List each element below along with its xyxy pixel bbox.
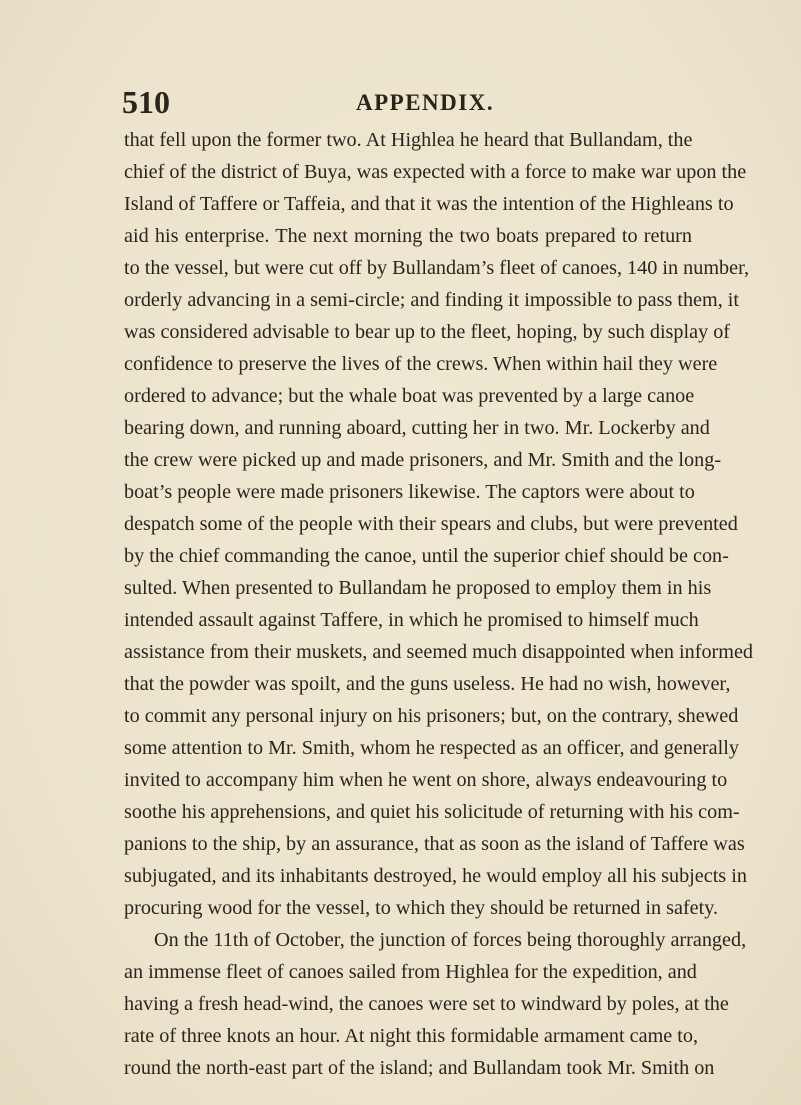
text-line: sulted. When presented to Bullandam he proposed to employ them in his <box>124 577 712 599</box>
paragraph-start-line: On the 11th of October, the junction of forces being thoroughly arranged, <box>154 929 747 951</box>
text-line: orderly advancing in a semi-circle; and finding it impossible to pass them, it <box>124 289 740 311</box>
text-line: boat’s people were made prisoners likewise. The captors were about to <box>124 481 695 503</box>
text-line: confidence to preserve the lives of the crews. When within hail they were <box>124 353 718 375</box>
text-line: ordered to advance; but the whale boat was prevented by a large canoe <box>124 385 695 407</box>
text-line: assistance from their muskets, and seemed much disappointed when informed <box>124 641 754 663</box>
text-line: procuring wood for the vessel, to which they should be returned in safety. <box>124 897 719 919</box>
running-head <box>122 84 702 120</box>
text-line: having a fresh head-wind, the canoes were set to windward by poles, at the <box>124 993 729 1015</box>
text-line: round the north-east part of the island; and Bullandam took Mr. Smith on <box>124 1057 715 1079</box>
page-number: 510 <box>122 84 170 120</box>
text-line: subjugated, and its inhabitants destroyed, he would employ all his subjects in <box>124 865 747 887</box>
text-line: panions to the ship, by an assurance, that as soon as the island of Taffere was <box>124 833 745 855</box>
text-line: rate of three knots an hour. At night this formidable armament came to, <box>124 1025 699 1047</box>
text-line: aid his enterprise. The next morning the two boats prepared to return <box>124 225 692 247</box>
text-line: an immense fleet of canoes sailed from Highlea for the expedition, and <box>124 961 697 983</box>
text-line: by the chief commanding the canoe, until the superior chief should be con- <box>124 545 729 567</box>
text-line: soothe his apprehensions, and quiet his solicitude of returning with his com- <box>124 801 740 823</box>
text-line: to commit any personal injury on his prisoners; but, on the contrary, shewed <box>124 705 739 727</box>
text-line: was considered advisable to bear up to the fleet, hoping, by such display of <box>124 321 731 343</box>
text-line: chief of the district of Buya, was expected with a force to make war upon the <box>124 161 747 183</box>
text-line: bearing down, and running aboard, cutting her in two. Mr. Lockerby and <box>124 417 710 439</box>
text-line: some attention to Mr. Smith, whom he respected as an officer, and generally <box>124 737 739 759</box>
text-line: invited to accompany him when he went on shore, always endeavouring to <box>124 769 728 791</box>
text-line: that fell upon the former two. At Highlea he heard that Bullandam, the <box>124 129 693 151</box>
text-line: to the vessel, but were cut off by Bullandam’s fleet of canoes, 140 in number, <box>124 257 750 279</box>
text-line: intended assault against Taffere, in which he promised to himself much <box>124 609 699 631</box>
text-line: Island of Taffere or Taffeia, and that it was the intention of the Highleans to <box>124 193 734 215</box>
body-text <box>124 124 754 1084</box>
text-line: the crew were picked up and made prisoners, and Mr. Smith and the long- <box>124 449 722 471</box>
text-line: that the powder was spoilt, and the guns useless. He had no wish, however, <box>124 673 731 695</box>
text-line: despatch some of the people with their spears and clubs, but were prevented <box>124 513 738 535</box>
running-title: APPENDIX. <box>356 90 495 115</box>
